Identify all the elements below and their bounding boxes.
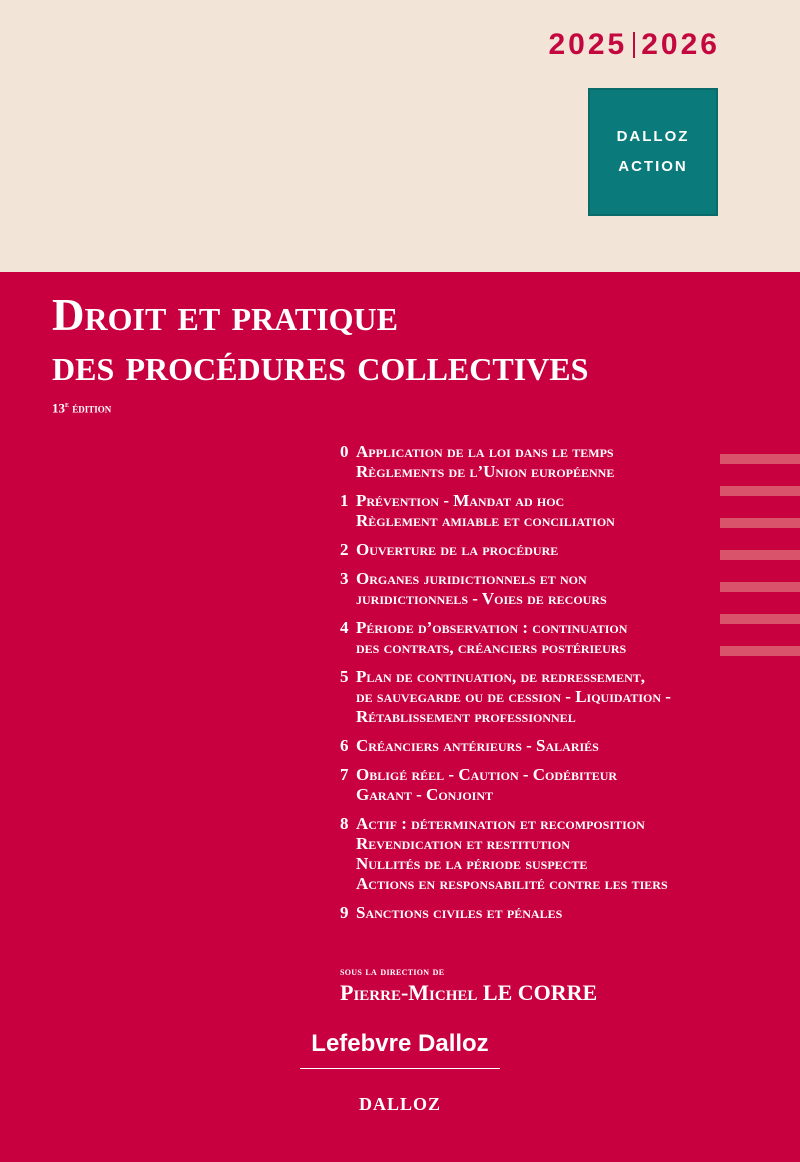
toc-item-number: 5 — [340, 667, 349, 686]
toc-item-line: Actif : détermination et recomposition — [356, 814, 645, 833]
toc-item-number: 2 — [340, 540, 349, 559]
edition-years — [549, 28, 721, 62]
toc-item-lines — [356, 491, 615, 531]
publisher-logo: Lefebvre Dalloz — [311, 1030, 489, 1057]
year-separator — [633, 32, 635, 58]
toc-item-line: Prévention - Mandat ad hoc — [356, 491, 565, 510]
decorative-stripe — [720, 550, 800, 560]
book-title-line1: Droit et pratique — [52, 290, 399, 340]
toc-item-lines — [356, 903, 562, 923]
decorative-stripe — [720, 646, 800, 656]
collection-badge — [588, 88, 718, 216]
decorative-stripe — [720, 614, 800, 624]
edition-number: 13 — [52, 400, 65, 416]
toc-item-line: Nullités de la période suspecte — [356, 854, 588, 873]
toc-item-line: juridictionnels - Voies de recours — [356, 589, 607, 608]
decorative-stripe — [720, 582, 800, 592]
toc-item-line: Règlements de l’Union européenne — [356, 462, 615, 481]
edition-suffix: e — [65, 400, 70, 409]
toc-item-line: Période d’observation : continuation — [356, 618, 628, 637]
toc-item-number: 7 — [340, 765, 349, 784]
toc-item — [340, 540, 740, 560]
decorative-stripe — [720, 486, 800, 496]
toc-item-line: Rétablissement professionnel — [356, 707, 576, 726]
edition-word: édition — [69, 400, 112, 416]
toc-item-line: Organes juridictionnels et non — [356, 569, 587, 588]
toc-item-line: Plan de continuation, de redressement, — [356, 667, 646, 686]
decorative-stripe — [720, 518, 800, 528]
decorative-stripe — [720, 454, 800, 464]
toc-item-number: 9 — [340, 903, 349, 922]
toc-item-line: Garant - Conjoint — [356, 785, 494, 804]
toc-item-line: Obligé réel - Caution - Codébiteur — [356, 765, 618, 784]
toc-item — [340, 569, 740, 609]
toc-item-lines — [356, 765, 617, 805]
book-title — [52, 290, 588, 390]
toc-item-number: 8 — [340, 814, 349, 833]
table-of-contents — [340, 442, 740, 932]
toc-item-number: 1 — [340, 491, 349, 510]
year-start: 2025 — [548, 28, 628, 61]
toc-item-line: des contrats, créanciers postérieurs — [356, 638, 627, 657]
toc-item-lines — [356, 569, 607, 609]
edition-label — [52, 400, 111, 416]
year-end: 2026 — [641, 28, 720, 61]
toc-item-lines — [356, 736, 599, 756]
toc-item-line: Règlement amiable et conciliation — [356, 511, 615, 530]
toc-item — [340, 814, 740, 894]
collection-line1: DALLOZ — [616, 128, 690, 145]
toc-item-number: 4 — [340, 618, 349, 637]
toc-item-line: Créanciers antérieurs - Salariés — [356, 736, 599, 755]
book-title-line2: des procédures collectives — [52, 340, 589, 390]
toc-item-lines — [356, 667, 671, 727]
toc-item-lines — [356, 540, 558, 560]
toc-item — [340, 903, 740, 923]
toc-item-line: Revendication et restitution — [356, 834, 570, 853]
toc-item-lines — [356, 442, 614, 482]
toc-item-line: de sauvegarde ou de cession - Liquidation - — [356, 687, 671, 706]
toc-item — [340, 442, 740, 482]
toc-item-line: Actions en responsabilité contre les tiers — [356, 874, 668, 893]
toc-item — [340, 491, 740, 531]
toc-item-line: Sanctions civiles et pénales — [356, 903, 563, 922]
toc-item-lines — [356, 618, 627, 658]
toc-item-line: Ouverture de la procédure — [356, 540, 559, 559]
imprint-logo: DALLOZ — [358, 1094, 442, 1114]
toc-item-lines — [356, 814, 668, 894]
direction-label: sous la direction de — [340, 964, 445, 978]
toc-item — [340, 765, 740, 805]
collection-line2: ACTION — [618, 158, 688, 175]
toc-item-number: 3 — [340, 569, 349, 588]
toc-item-number: 0 — [340, 442, 349, 461]
publisher-divider — [300, 1068, 500, 1069]
toc-item — [340, 667, 740, 727]
toc-item — [340, 618, 740, 658]
toc-item — [340, 736, 740, 756]
director-name: Pierre-Michel LE CORRE — [340, 980, 598, 1005]
toc-item-line: Application de la loi dans le temps — [356, 442, 614, 461]
toc-item-number: 6 — [340, 736, 349, 755]
